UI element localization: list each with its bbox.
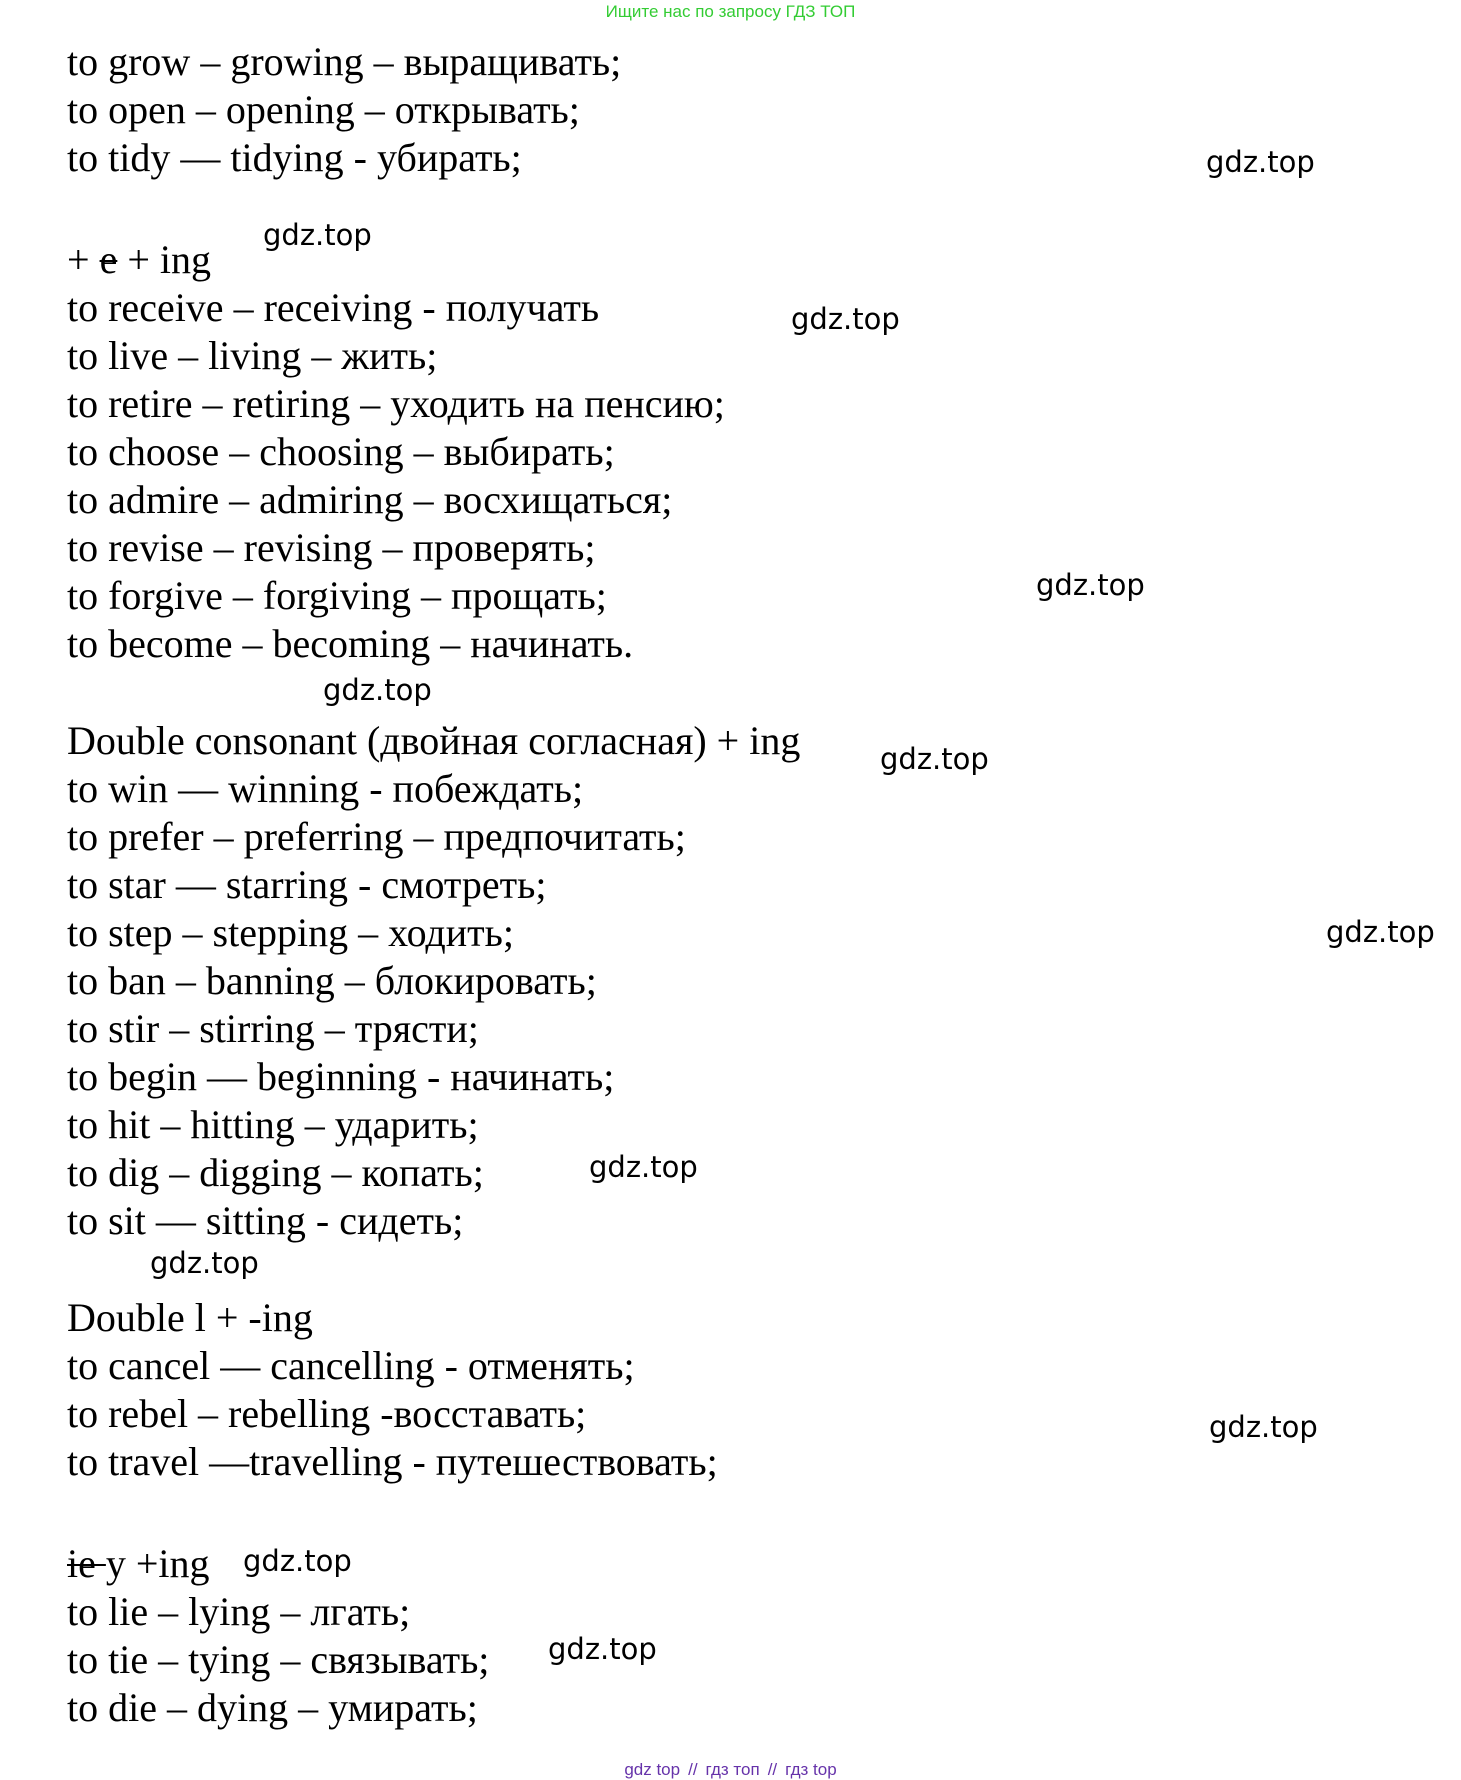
list-item: to cancel — cancelling - отменять; [67,1343,635,1388]
watermark: gdz.top [150,1246,259,1280]
top-banner [0,2,1461,22]
footer-link[interactable]: gdz top [624,1760,681,1779]
watermark: gdz.top [791,302,900,336]
list-item: to receive – receiving - получать [67,285,600,330]
section-heading: + e + ing [67,237,211,282]
watermark: gdz.top [1036,568,1145,602]
watermark: gdz.top [1209,1410,1318,1444]
watermark: gdz.top [263,218,372,252]
list-item: to step – stepping – ходить; [67,910,515,955]
list-item: to hit – hitting – ударить; [67,1102,479,1147]
footer-link[interactable]: гдз топ [705,1760,760,1779]
list-item: to win — winning - побеждать; [67,766,584,811]
list-item: to prefer – preferring – предпочитать; [67,814,686,859]
list-item: to lie – lying – лгать; [67,1589,411,1634]
list-item: to ban – banning – блокировать; [67,958,597,1003]
section-plain-ing [67,38,800,182]
section-double-l [67,1294,800,1486]
list-item: to retire – retiring – уходить на пенсию; [67,381,725,426]
struck-letter: e [99,237,118,282]
list-item: to sit — sitting - сидеть; [67,1198,464,1243]
list-item: to tie – tying – связывать; [67,1637,490,1682]
footer-separator: // [688,1760,698,1779]
watermark: gdz.top [589,1150,698,1184]
struck-letters: ie [67,1541,106,1586]
list-item: to admire – admiring – восхищаться; [67,477,673,522]
list-item: to star — starring - смотреть; [67,862,547,907]
footer-link[interactable]: гдз top [785,1760,837,1779]
list-item: to open – opening – открывать; [67,87,580,132]
watermark: gdz.top [880,742,989,776]
list-item: to revise – revising – проверять; [67,525,596,570]
list-item: to rebel – rebelling -восставать; [67,1391,587,1436]
watermark: gdz.top [1206,145,1315,179]
list-item: to travel —travelling - путешествовать; [67,1439,718,1484]
watermark: gdz.top [1326,915,1435,949]
exercise-content [67,38,800,1732]
list-item: to tidy — tidying - убирать; [67,135,522,180]
section-drop-e [67,236,800,668]
list-item: to stir – stirring – трясти; [67,1006,479,1051]
list-item: to become – becoming – начинать. [67,621,634,666]
section-heading: Double l + -ing [67,1295,313,1340]
list-item: to grow – growing – выращивать; [67,39,622,84]
list-item: to begin — beginning - начинать; [67,1054,615,1099]
list-item: to choose – choosing – выбирать; [67,429,615,474]
list-item: to dig – digging – копать; [67,1150,484,1195]
banner-text: Ищите нас по запросу ГДЗ ТОП [605,2,856,21]
section-heading: Double consonant (двойная согласная) + ing [67,718,801,763]
footer-separator: // [767,1760,778,1779]
watermark: gdz.top [548,1632,657,1666]
section-heading: ie y +ing [67,1541,210,1586]
watermark: gdz.top [323,673,432,707]
footer [0,1760,1461,1780]
section-ie-to-y [67,1540,800,1732]
list-item: to forgive – forgiving – прощать; [67,573,607,618]
watermark: gdz.top [243,1544,352,1578]
list-item: to die – dying – умирать; [67,1685,478,1730]
list-item: to live – living – жить; [67,333,438,378]
